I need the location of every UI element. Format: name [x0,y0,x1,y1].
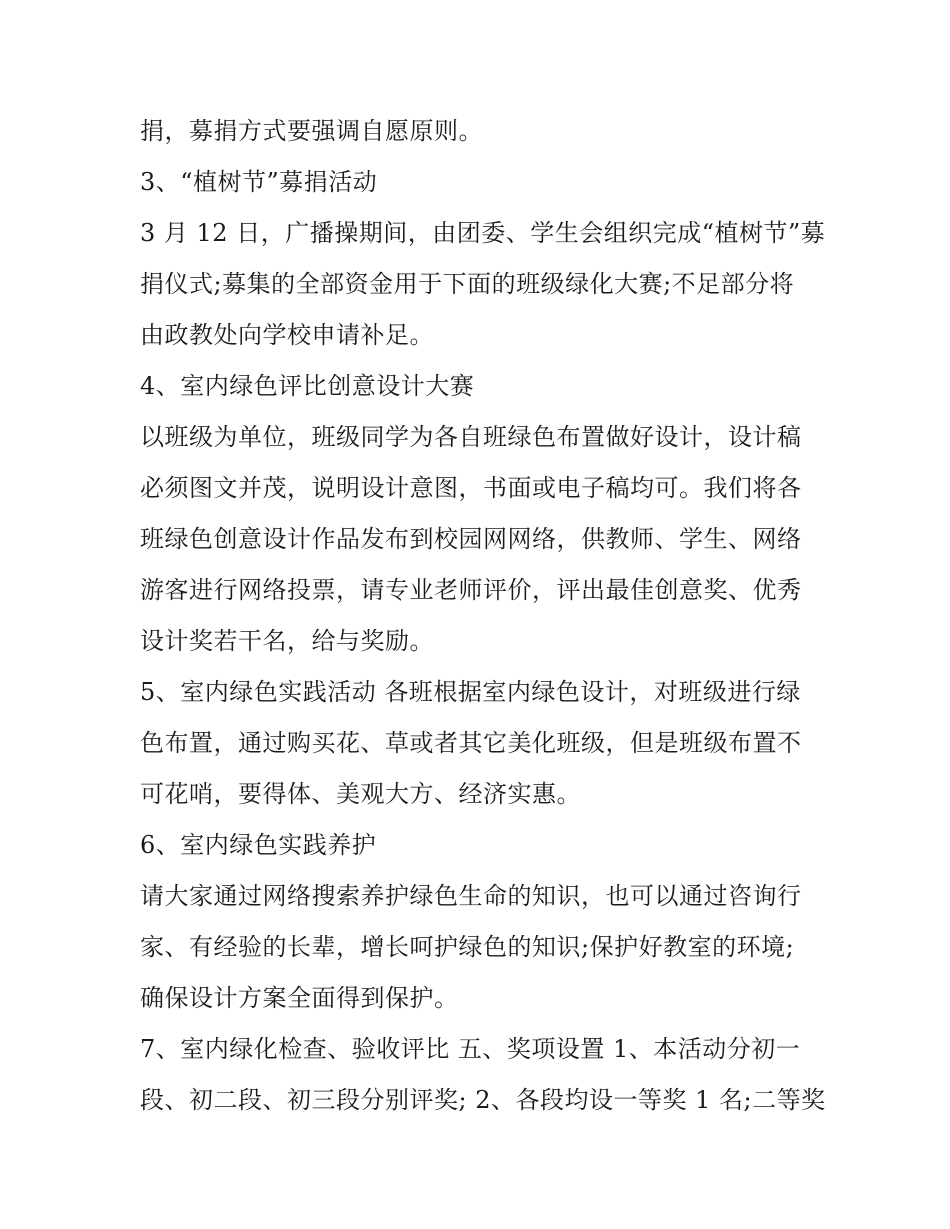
text-line: 设计奖若干名，给与奖励。 [140,627,434,655]
text-line: 确保设计方案全面得到保护。 [140,984,459,1012]
section-heading: 5、室内绿色实践活动 各班根据室内绿色设计，对班级进行绿 [140,678,801,706]
text-line: 班绿色创意设计作品发布到校园网网络，供教师、学生、网络 [140,525,802,553]
text-line: 捐，募捐方式要强调自愿原则。 [140,117,483,145]
text-line: 请大家通过网络搜索养护绿色生命的知识，也可以通过咨询行 [140,882,802,910]
text-line: 游客进行网络投票，请专业老师评价，评出最佳创意奖、优秀 [140,576,802,604]
text-line: 以班级为单位，班级同学为各自班绿色布置做好设计，设计稿 [140,423,802,451]
text-line: 3 月 12 日，广播操期间，由团委、学生会组织完成“植树节”募 [140,219,826,247]
text-line: 必须图文并茂，说明设计意图，书面或电子稿均可。我们将各 [140,474,802,502]
section-heading: 3、“植树节”募捐活动 [140,168,378,196]
text-line: 捐仪式;募集的全部资金用于下面的班级绿化大赛;不足部分将 [140,270,795,298]
text-line: 家、有经验的长辈，增长呵护绿色的知识;保护好教室的环境; [140,933,795,961]
section-heading: 6、室内绿色实践养护 [140,831,377,859]
text-line: 段、初二段、初三段分别评奖; 2、各段均设一等奖 1 名;二等奖 [140,1086,826,1114]
text-line: 可花哨，要得体、美观大方、经济实惠。 [140,780,581,808]
section-heading: 4、室内绿色评比创意设计大赛 [140,372,475,400]
document-body [140,106,826,1126]
text-line: 色布置，通过购买花、草或者其它美化班级，但是班级布置不 [140,729,802,757]
text-line: 由政教处向学校申请补足。 [140,321,434,349]
section-heading: 7、室内绿化检查、验收评比 五、奖项设置 1、本活动分初一 [140,1035,801,1063]
